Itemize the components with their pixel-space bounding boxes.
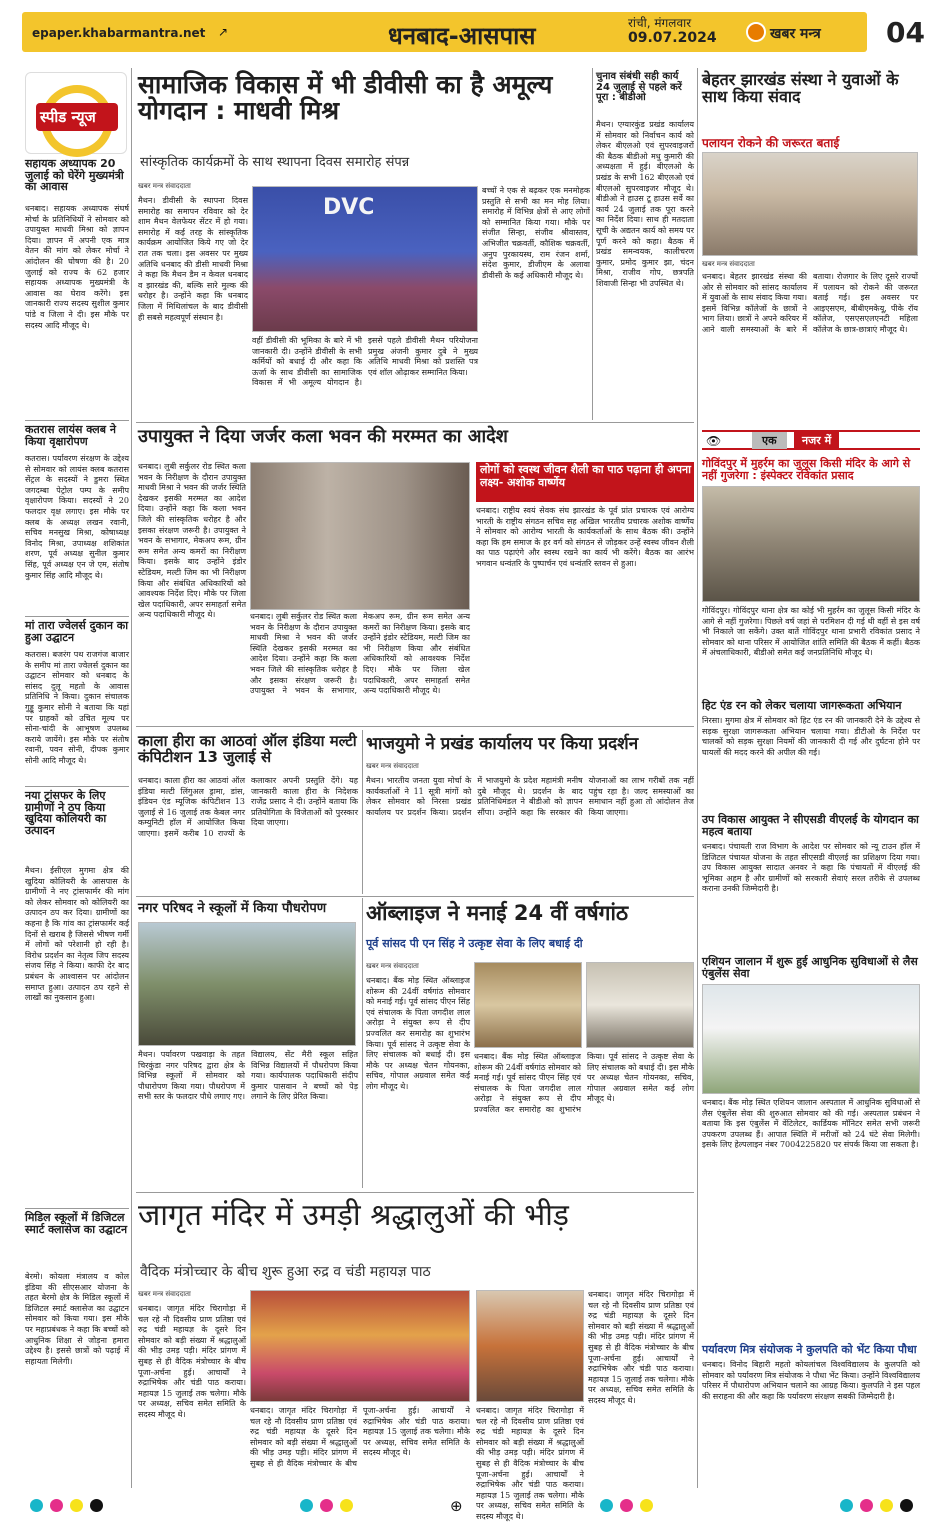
right-top-byline: खबर मन्त्र संवाददाता xyxy=(702,260,755,268)
bjym-title: भाजयुमो ने प्रखंड कार्यालय पर किया प्रदर्शन xyxy=(366,734,639,754)
divider xyxy=(136,896,694,897)
registration-dot xyxy=(860,1499,873,1512)
nazar-4-body: धनबाद। बैंक मोड़ स्थित एशियन जालान अस्पताल में आधुनिक सुविधाओं से लैस एंबुलेंस सेवा की शुरुआत सोमवार को की गई। अस्पताल प्रबंधन ने बताया कि इस एंबुलेंस में वेंटिलेटर, कार्डियक मॉनिटर समेत सभी जरूरी उपकरण उपलब्ध हैं। आपात स्थिति में मरीजों को 24 घंटे सेवा मिलेगी। इसके लिए हेल्पलाइन नंबर 7004225820 पर संपर्क किया जा सकता है। xyxy=(702,1098,920,1150)
lead-photo: DVC xyxy=(252,186,478,332)
bjym-byline: खबर मन्त्र संवाददाता xyxy=(366,762,419,770)
quiz-body: धनबाद। काला हीरा का आठवां ऑल इंडिया मल्टी लिंगुअल ड्रामा, डांस, इंडियन एंड म्यूजिक कंपिटीशन 13 जुलाई से 16 जुलाई तक केबल नगर कम्युनिटी हॉल में आयोजित किया जाएगा। इसमें करीब 10 राज्यों के कलाकार अपनी प्रस्तुति देंगे। यह जानकारी काला हीरा के निदेशक राजेंद्र प्रसाद ने दी। उन्होंने बताया कि प्रतियोगिता के विजेताओं को पुरस्कार दिया जाएगा। xyxy=(138,776,358,838)
obligh-subtitle: पूर्व सांसद पी एन सिंह ने उत्कृष्ट सेवा के लिए बधाई दी xyxy=(366,937,583,950)
divider xyxy=(136,422,694,423)
registration-dot xyxy=(620,1499,633,1512)
ek-nazar-label-a: एक xyxy=(752,432,787,449)
speed-news-logo xyxy=(25,72,127,154)
obligh-byline: खबर मन्त्र संवाददाता xyxy=(366,962,419,970)
edition-day: 09.07.2024 xyxy=(628,30,717,46)
bjym-body: मैथन। भारतीय जनता युवा मोर्चा के कार्यकर्ताओं ने 11 सूत्री मांगों को लेकर सोमवार को निरसा प्रखंड कार्यालय पर प्रदर्शन किया। प्रदर्शन में भाजयुमो के प्रदेश महामंत्री मनीष दुबे मौजूद थे। प्रदर्शन के बाद प्रतिनिधिमंडल ने बीडीओ को ज्ञापन सौंपा। उन्होंने कहा कि सरकार की योजनाओं का लाभ गरीबों तक नहीं पहुंच रहा है। जल्द समस्याओं का समाधान नहीं हुआ तो आंदोलन तेज किया जाएगा। xyxy=(366,776,694,817)
ek-nazar-label-b: नजर में xyxy=(794,432,839,449)
nazar-3-title: उप विकास आयुक्त ने सीएसडी वीएलई के योगदान का महत्व बताया xyxy=(702,813,919,838)
footer-strip xyxy=(0,1492,945,1517)
left-story-1-body: धनबाद। सहायक अध्यापक संघर्ष मोर्चा के प्रतिनिधियों ने सोमवार को उपायुक्त माधवी मिश्रा को ज्ञापन दिया। ज्ञापन में अपनी एक मात्र वेतन की मांग को लेकर मोर्चा ने आंदोलन की घोषणा की है। 20 जुलाई को राज्य के 62 हजार सहायक अध्यापक मुख्यमंत्री के आवास का घेराव करेंगे। इस जानकारी राज्य सदस्य सुशील कुमार पांडे व जिला ने दी। इस मौके पर सदस्य आदि मौजूद थे। xyxy=(25,204,129,330)
obligh-title: ऑब्लाइज ने मनाई 24 वीं वर्षगांठ xyxy=(366,901,629,925)
masthead xyxy=(0,0,945,62)
school-photo xyxy=(138,922,356,1046)
nazar-4-photo xyxy=(702,984,920,1094)
temple-byline: खबर मन्त्र संवाददाता xyxy=(138,1290,191,1298)
left-story-3-body: कतरास। बजरंग पथ राजगंज बाजार के समीप मां तारा ज्वेलर्स दुकान का उद्घाटन सोमवार को धनबाद के सांसद दुलू महतो के आवास प्रतिनिधि ने किया। दुकान संचालक गुड्डू कुमार सोनी ने बताया कि यहां पर ग्राहकों को उचित मूल्य पर सोना-चांदी के आभूषण उपलब्ध कराये जायेंगे। इस मौके पर संतोष रवानी, पवन सोनी, दीपक कुमार सोनी आदि मौजूद थे। xyxy=(25,650,129,765)
column-rule xyxy=(362,898,363,1188)
art-building-photo xyxy=(250,462,470,610)
health-story-title: लोगों को स्वस्थ जीवन शैली का पाठ पढ़ाना ही अपना लक्ष्य- अशोक वार्ष्णेय xyxy=(480,463,691,489)
art-building-title: उपायुक्त ने दिया जर्जर कला भवन की मरम्मत का आदेश xyxy=(138,426,508,447)
ek-nazar-eye-icon: 👁 xyxy=(706,434,722,448)
nazar-3-body: धनबाद। पंचायती राज विभाग के आदेश पर सोमवार को न्यू टाउन हॉल में डिजिटल पंचायत योजना के तहत सीएसडी वीएलई का प्रशिक्षण दिया गया। उप विकास आयुक्त सादात अनवर ने कहा कि पंचायतों में वीएलई की भूमिका अहम है और ग्रामीणों को सरकारी सेवाएं सरल तरीके से उपलब्ध कराना उनकी जिम्मेदारी है। xyxy=(702,842,920,894)
right-top-photo xyxy=(702,152,918,256)
edition-date xyxy=(628,16,717,46)
obligh-body-col1: धनबाद। बैंक मोड़ स्थित ऑब्लाइज शोरूम की 24वीं वर्षगांठ सोमवार को मनाई गई। पूर्व सांसद पीएन सिंह एवं संचालक के पिता जगदीश लाल अरोड़ा ने संयुक्त रूप से दीप प्रज्वलित कर समारोह का शुभारंभ किया। पूर्व सांसद ने उत्कृष्ट सेवा के लिए संचालक को बधाई दी। इस मौके पर अध्यक्ष चेतन गोयनका, सचिव, गोपाल अग्रवाल समेत कई लोग मौजूद थे। xyxy=(366,976,470,1091)
left-story-4-title: नया ट्रांसफर के लिए ग्रामीणों ने ठप किया खुदिया कोलियरी का उत्पादन xyxy=(25,789,107,837)
divider xyxy=(25,616,129,617)
left-story-2-body: कतरास। पर्यावरण संरक्षण के उद्देश्य से सोमवार को लायंस क्लब कतरास सेंट्रल के सदस्यों ने डुमरा स्थित जगदम्बा पेट्रोल पम्प के समीप वृक्षारोपण किया। सदस्यों ने 20 फलदार वृक्ष लगाए। इस मौके पर क्लब के अध्यक्ष लखन रवानी, सचिव मनसुख मिश्रा, कोषाध्यक्ष विनोद मिश्रा, उपाध्यक्ष शशिकांत शरण, पूर्व अध्यक्ष सुनील कुमार सिंह, पूर्व अध्यक्ष एन जे एम, संतोष कुमार सिंह आदि मौजूद थे। xyxy=(25,454,129,580)
lead-body-col1: मैथन। डीवीसी के स्थापना दिवस समारोह का समापन रविवार को देर शाम मैथन वेलफेयर सेंटर में हो गया। समारोह में कई तरह के सांस्कृतिक कार्यक्रम आयोजित किये गए जो देर रात तक चला। इस अवसर पर मुख्य अतिथि धनबाद की डीसी माधवी मिश्रा ने कहा कि मैथन डैम न केवल धनबाद व झारखंड की, बल्कि सारे मुल्क की धरोहर है। उन्होंने कहा कि धनबाद जिला में मिथिलांचल के बाद डीवीसी ही सबसे महत्वपूर्ण संस्थान है। xyxy=(138,196,248,322)
registration-dot xyxy=(600,1499,613,1512)
divider xyxy=(136,726,694,727)
temple-photo-2 xyxy=(476,1290,584,1402)
obligh-photo-2 xyxy=(586,962,694,1048)
lead-title: सामाजिक विकास में भी डीवीसी का है अमूल्य योगदान : माधवी मिश्र xyxy=(138,70,553,126)
lead-subtitle: सांस्कृतिक कार्यक्रमों के साथ स्थापना दिवस समारोह संपन्न xyxy=(140,155,410,170)
cursor-icon: ↗ xyxy=(218,25,229,39)
registration-dot xyxy=(880,1499,893,1512)
nazar-1-photo xyxy=(702,486,920,602)
temple-body-col2: धनबाद। जागृत मंदिर चिरागोड़ा में चल रहे नौ दिवसीय प्राण प्रतिष्ठा एवं रुद्र चंडी महायज्ञ के दूसरे दिन सोमवार को बड़ी संख्या में श्रद्धालुओं की भीड़ उमड़ पड़ी। मंदिर प्रांगण में सुबह से ही वैदिक मंत्रोच्चार के बीच पूजा-अर्चना हुई। आचार्यों ने रुद्राभिषेक और चंडी पाठ कराया। महायज्ञ 15 जुलाई तक चलेगा। मौके पर अध्यक्ष, सचिव समेत समिति के सदस्य मौजूद थे। xyxy=(250,1406,470,1468)
column-rule xyxy=(697,68,698,1488)
divider xyxy=(136,1192,694,1193)
registration-dot xyxy=(640,1499,653,1512)
obligh-photo-1 xyxy=(474,962,582,1048)
bdo-story-body: मैथन। एग्यारकुंड प्रखंड कार्यालय में सोमवार को निर्वाचन कार्य को लेकर बीएलओ एवं सुपरवाइजरों की बैठक बीडीओ मधु कुमारी की अध्यक्षता में हुई। बीएलओ के प्रखंड के सभी 162 बीएलओ एवं बीएलओ सुपरवाइजर मौजूद थे। बीडीओ ने हाउस टू हाउस सर्वे का कार्य 24 जुलाई तक पूरा करने का निर्देश दिया। साथ ही मतदाता सूची के अद्यतन कार्य को समय पर पूर्ण करने को कहा। बैठक में प्रखंड समन्वयक, कालीचरण कुमार, प्रमोद कुमार झा, चंदन मिश्रा, राजीव गोप, छत्रपति शिवाजी सिन्हा भी उपस्थित थे। xyxy=(596,120,694,288)
nazar-4-title: एशियन जालान में शुरू हुई आधुनिक सुविधाओं से लैस एंबुलेंस सेवा xyxy=(702,955,918,980)
registration-dot xyxy=(30,1499,43,1512)
temple-body-col1: धनबाद। जागृत मंदिर चिरागोड़ा में चल रहे नौ दिवसीय प्राण प्रतिष्ठा एवं रुद्र चंडी महायज्ञ के दूसरे दिन सोमवार को बड़ी संख्या में श्रद्धालुओं की भीड़ उमड़ पड़ी। मंदिर प्रांगण में सुबह से ही वैदिक मंत्रोच्चार के बीच पूजा-अर्चना हुई। आचार्यों ने रुद्राभिषेक और चंडी पाठ कराया। महायज्ञ 15 जुलाई तक चलेगा। मौके पर अध्यक्ष, सचिव समेत समिति के सदस्य मौजूद थे। xyxy=(138,1304,246,1419)
health-story-body: धनबाद। राष्ट्रीय स्वयं सेवक संघ झारखंड के पूर्व प्रांत प्रचारक एवं आरोग्य भारती के राष्ट्रीय संगठन सचिव सह अखिल भारतीय प्रचारक अशोक वार्ष्णेय ने सोमवार को आरोग्य भारती के कार्यकर्ताओं के साथ बैठक की। उन्होंने कहा कि हम समाज के हर वर्ग को संगठन से जोड़कर उन्हें स्वस्थ जीवन शैली का पाठ पढ़ाएंगे और स्वस्थ रखने का कार्य भी करेंगे। बैठक का आरंभ भगवान धन्वंतरि के पुष्पार्चन एवं धन्वंतरि स्तवन से हुआ। xyxy=(476,506,694,568)
registration-dot xyxy=(300,1499,313,1512)
school-body: मैथन। पर्यावरण पखवाड़ा के तहत चिरकुंडा नगर परिषद द्वारा क्षेत्र के विभिन्न स्कूलों में सोमवार को पौधारोपण किया गया। पौधरोपण में सभी स्तर के फलदार पौधे लगाए गए। विद्यालय, सेंट मैरी स्कूल सहित विभिन्न विद्यालयों में पौधरोपण किया गया। कार्यपालक पदाधिकारी संदीप कुमार पासवान ने बच्चों को पेड़ लगाने के लिए प्रेरित किया। xyxy=(138,1050,358,1102)
registration-dot xyxy=(900,1499,913,1512)
art-building-body-col1: धनबाद। लुबी सर्कुलर रोड स्थित कला भवन के निरीक्षण के दौरान उपायुक्त माधवी मिश्रा ने भवन की जर्जर स्थिति देखकर इसकी मरम्मत का आदेश दिया। उन्होंने कहा कि कला भवन जिले की सांस्कृतिक धरोहर है और इसका संरक्षण जरूरी है। उपायुक्त ने भवन के सभागार, मेकअप रूम, ग्रीन रूम समेत अन्य कमरों का निरीक्षण किया। इसके बाद उन्होंने इंडोर स्टेडियम, मल्टी जिम का भी निरीक्षण किया और संबंधित अधिकारियों को आवश्यक निर्देश दिए। मौके पर जिला खेल पदाधिकारी, अपर समाहर्ता समेत अन्य पदाधिकारी मौजूद थे। xyxy=(138,462,246,620)
divider xyxy=(25,786,129,787)
quiz-title: काला हीरा का आठवां ऑल इंडिया मल्टी कंपिटीशन 13 जुलाई से xyxy=(138,732,357,766)
art-building-body-col2: धनबाद। लुबी सर्कुलर रोड स्थित कला भवन के निरीक्षण के दौरान उपायुक्त माधवी मिश्रा ने भवन की जर्जर स्थिति देखकर इसकी मरम्मत का आदेश दिया। उन्होंने कहा कि कला भवन जिले की सांस्कृतिक धरोहर है और इसका संरक्षण जरूरी है। उपायुक्त ने भवन के सभागार, मेकअप रूम, ग्रीन रूम समेत अन्य कमरों का निरीक्षण किया। इसके बाद उन्होंने इंडोर स्टेडियम, मल्टी जिम का भी निरीक्षण किया और संबंधित अधिकारियों को आवश्यक निर्देश दिए। मौके पर जिला खेल पदाधिकारी, अपर समाहर्ता समेत अन्य पदाधिकारी मौजूद थे। xyxy=(250,612,470,696)
bdo-story-title: चुनाव संबंधी सही कार्य 24 जुलाई से पहले करें पूरा : बीडीओ xyxy=(596,71,682,103)
left-story-3-title: मां तारा ज्वेलर्स दुकान का हुआ उद्घाटन xyxy=(25,619,129,644)
registration-dot xyxy=(50,1499,63,1512)
left-story-1-title: सहायक अध्यापक 20 जुलाई को घेरेंगे मुख्यमंत्री का आवास xyxy=(25,157,124,194)
temple-title: जागृत मंदिर में उमड़ी श्रद्धालुओं की भीड़ xyxy=(138,1198,569,1233)
column-rule xyxy=(362,730,363,894)
left-story-4-body: मैथन। ईसीएल मुगमा क्षेत्र की खुदिया कोलियरी के आसपास के ग्रामीणों ने नए ट्रांसफार्मर की मांग को लेकर सोमवार को कोलियरी का उत्पादन ठप कर दिया। ग्रामीणों का कहना है कि गांव का ट्रांसफार्मर कई दिनों से खराब है जिससे भीषण गर्मी में लोगों को परेशानी हो रही है। विरोध प्रदर्शन का नेतृत्व जिप सदस्य संजय सिंह ने किया। काफी देर बाद प्रबंधन के आश्वासन पर आंदोलन समाप्त हुआ। उत्पादन ठप रहने से लाखों का नुकसान हुआ। xyxy=(25,866,129,1003)
nazar-5-body: धनबाद। विनोद बिहारी महतो कोयलांचल विश्वविद्यालय के कुलपति को सोमवार को पर्यावरण मित्र संयोजक ने पौधा भेंट किया। उन्होंने विश्वविद्यालय परिसर में पौधारोपण अभियान चलाने का आग्रह किया। कुलपति ने इस पहल की सराहना की और कहा कि पर्यावरण संरक्षण सबकी जिम्मेदारी है। xyxy=(702,1360,920,1401)
lead-body-col3: बच्चों ने एक से बढ़कर एक मनमोहक प्रस्तुति से सभी का मन मोह लिया। समारोह में विभिन्न क्षेत्रों से आए लोगों को सम्मानित किया गया। मौके पर संजीत सिन्हा, संजीव श्रीवास्तव, अभिजीत चक्रवर्ती, कौशिक चक्रवर्ती, अनुप पुरकायस्थ, राम रंजन शर्मा, संदेश कुमार, डीजीएम के अलावा डीवीसी के कई अधिकारी मौजूद थे। xyxy=(482,186,590,280)
nazar-2-body: निरसा। मुगमा क्षेत्र में सोमवार को हिट एंड रन की जानकारी देने के उद्देश्य से सड़क सुरक्षा जागरूकता अभियान चलाया गया। डीटीओ के निर्देश पर चालकों को सड़क सुरक्षा नियमों की जानकारी दी गई और दुर्घटना होने पर घायलों की मदद करने की अपील की गई। xyxy=(702,716,920,757)
left-story-5-title: मिडिल स्कूलों में डिजिटल स्मार्ट क्लासेज का उद्घाटन xyxy=(25,1211,128,1236)
divider xyxy=(25,420,129,421)
registration-dot xyxy=(320,1499,333,1512)
temple-subtitle: वैदिक मंत्रोच्चार के बीच शुरू हुआ रुद्र व चंडी महायज्ञ पाठ xyxy=(140,1264,431,1280)
column-rule xyxy=(131,68,132,1488)
brand-logo-icon xyxy=(746,22,766,42)
temple-body-col4: धनबाद। जागृत मंदिर चिरागोड़ा में चल रहे नौ दिवसीय प्राण प्रतिष्ठा एवं रुद्र चंडी महायज्ञ के दूसरे दिन सोमवार को बड़ी संख्या में श्रद्धालुओं की भीड़ उमड़ पड़ी। मंदिर प्रांगण में सुबह से ही वैदिक मंत्रोच्चार के बीच पूजा-अर्चना हुई। आचार्यों ने रुद्राभिषेक और चंडी पाठ कराया। महायज्ञ 15 जुलाई तक चलेगा। मौके पर अध्यक्ष, सचिव समेत समिति के सदस्य मौजूद थे। xyxy=(588,1290,694,1405)
lead-byline: खबर मन्त्र संवाददाता xyxy=(138,182,191,190)
left-story-5-body: बेरमो। कोयला मंत्रालय व कोल इंडिया की सीएसआर योजना के तहत बेरमो क्षेत्र के मिडिल स्कूलों में डिजिटल स्मार्ट क्लासेज का उद्घाटन सोमवार को किया गया। इस मौके पर महाप्रबंधक ने कहा कि बच्चों को आधुनिक शिक्षा से जोड़ना हमारा उद्देश्य है। इससे छात्रों को पढ़ाई में सहायता मिलेगी। xyxy=(25,1272,129,1366)
crosshair-icon: ⊕ xyxy=(450,1497,463,1515)
registration-dot xyxy=(840,1499,853,1512)
registration-dot xyxy=(340,1499,353,1512)
right-top-subtitle: पलायन रोकने की जरूरत बताई xyxy=(702,136,840,150)
section-title: धनबाद-आसपास xyxy=(388,22,536,50)
lead-body-col2: वहीं डीवीसी की भूमिका के बारे में भी जानकारी दी। उन्होंने डीवीसी के सभी कर्मियों को बधाई दी और कहा कि ऊर्जा के साथ डीवीसी का सामाजिक विकास में भी अमूल्य योगदान है। इससे पहले डीवीसी मैथन परियोजना प्रमुख अंजनी कुमार दुबे ने मुख्य अतिथि माधवी मिश्रा को प्रशस्ति पत्र एवं शॉल ओढ़ाकर सम्मानित किया। xyxy=(252,336,478,388)
temple-photo-1 xyxy=(250,1290,470,1402)
school-title: नगर परिषद ने स्कूलों में किया पौधरोपण xyxy=(138,901,327,916)
registration-dot xyxy=(90,1499,103,1512)
right-top-body: धनबाद। बेहतर झारखंड संस्था की ओर से सोमवार को सांसद कार्यालय में युवाओं के साथ संवाद किया गया। इसमें विभिन्न कॉलेजों के छात्रों ने भाग लिया। छात्रों ने अपने करियर में आने वाली समस्याओं के बारे में बताया। रोजगार के लिए दूसरे राज्यों में पलायन को रोकने की जरूरत बताई गई। इस अवसर पर आइएसएम, बीबीएमकेयू, पीके रॉय कॉलेज, एसएसएलएनटी महिला कॉलेज के छात्र-छात्राएं मौजूद थे। xyxy=(702,272,918,334)
divider xyxy=(25,1208,129,1209)
page-number: 04 xyxy=(886,16,925,49)
edition-city: रांची, मंगलवार xyxy=(628,16,692,30)
registration-dot xyxy=(70,1499,83,1512)
epaper-url[interactable]: epaper.khabarmantra.net xyxy=(32,26,206,40)
right-top-title: बेहतर झारखंड संस्था ने युवाओं के साथ किया संवाद xyxy=(702,70,899,106)
column-rule xyxy=(592,68,593,420)
temple-body-col3: धनबाद। जागृत मंदिर चिरागोड़ा में चल रहे नौ दिवसीय प्राण प्रतिष्ठा एवं रुद्र चंडी महायज्ञ के दूसरे दिन सोमवार को बड़ी संख्या में श्रद्धालुओं की भीड़ उमड़ पड़ी। मंदिर प्रांगण में सुबह से ही वैदिक मंत्रोच्चार के बीच पूजा-अर्चना हुई। आचार्यों ने रुद्राभिषेक और चंडी पाठ कराया। महायज्ञ 15 जुलाई तक चलेगा। मौके पर अध्यक्ष, सचिव समेत समिति के सदस्य मौजूद थे। xyxy=(476,1406,584,1521)
brand-name: खबर मन्त्र xyxy=(770,26,821,42)
speed-news-label: स्पीड न्यूज xyxy=(40,108,96,126)
nazar-2-title: हिट एंड रन को लेकर चलाया जागरूकता अभियान xyxy=(702,699,902,712)
left-story-2-title: कतरास लायंस क्लब ने किया वृक्षारोपण xyxy=(25,423,116,448)
ek-nazar-banner xyxy=(702,430,920,450)
nazar-1-title: गोविंदपुर में मुहर्रम का जुलूस किसी मंदिर के आगे से नहीं गुजरेगा : इंस्पेक्टर रविकांत प्रसाद xyxy=(702,457,911,482)
nazar-1-body: गोविंदपुर। गोविंदपुर थाना क्षेत्र का कोई भी मुहर्रम का जुलूस किसी मंदिर के आगे से नहीं गुजरेगा। पिछले वर्ष जहां से परमिशन दी गई थी वहीं से इस वर्ष भी निकाले जा सकेंगे। उक्त बातें गोविंदपुर थाना प्रभारी रविकांत प्रसाद ने सोमवार को थाना परिसर में आयोजित शांति समिति की बैठक में कहीं। बैठक में अंचलाधिकारी, बीडीओ समेत कई जनप्रतिनिधि मौजूद थे। xyxy=(702,606,920,658)
obligh-body-col2: धनबाद। बैंक मोड़ स्थित ऑब्लाइज शोरूम की 24वीं वर्षगांठ सोमवार को मनाई गई। पूर्व सांसद पीएन सिंह एवं संचालक के पिता जगदीश लाल अरोड़ा ने संयुक्त रूप से दीप प्रज्वलित कर समारोह का शुभारंभ किया। पूर्व सांसद ने उत्कृष्ट सेवा के लिए संचालक को बधाई दी। इस मौके पर अध्यक्ष चेतन गोयनका, सचिव, गोपाल अग्रवाल समेत कई लोग मौजूद थे। xyxy=(474,1052,694,1114)
nazar-5-title: पर्यावरण मित्र संयोजक ने कुलपति को भेंट किया पौधा xyxy=(702,1343,917,1356)
